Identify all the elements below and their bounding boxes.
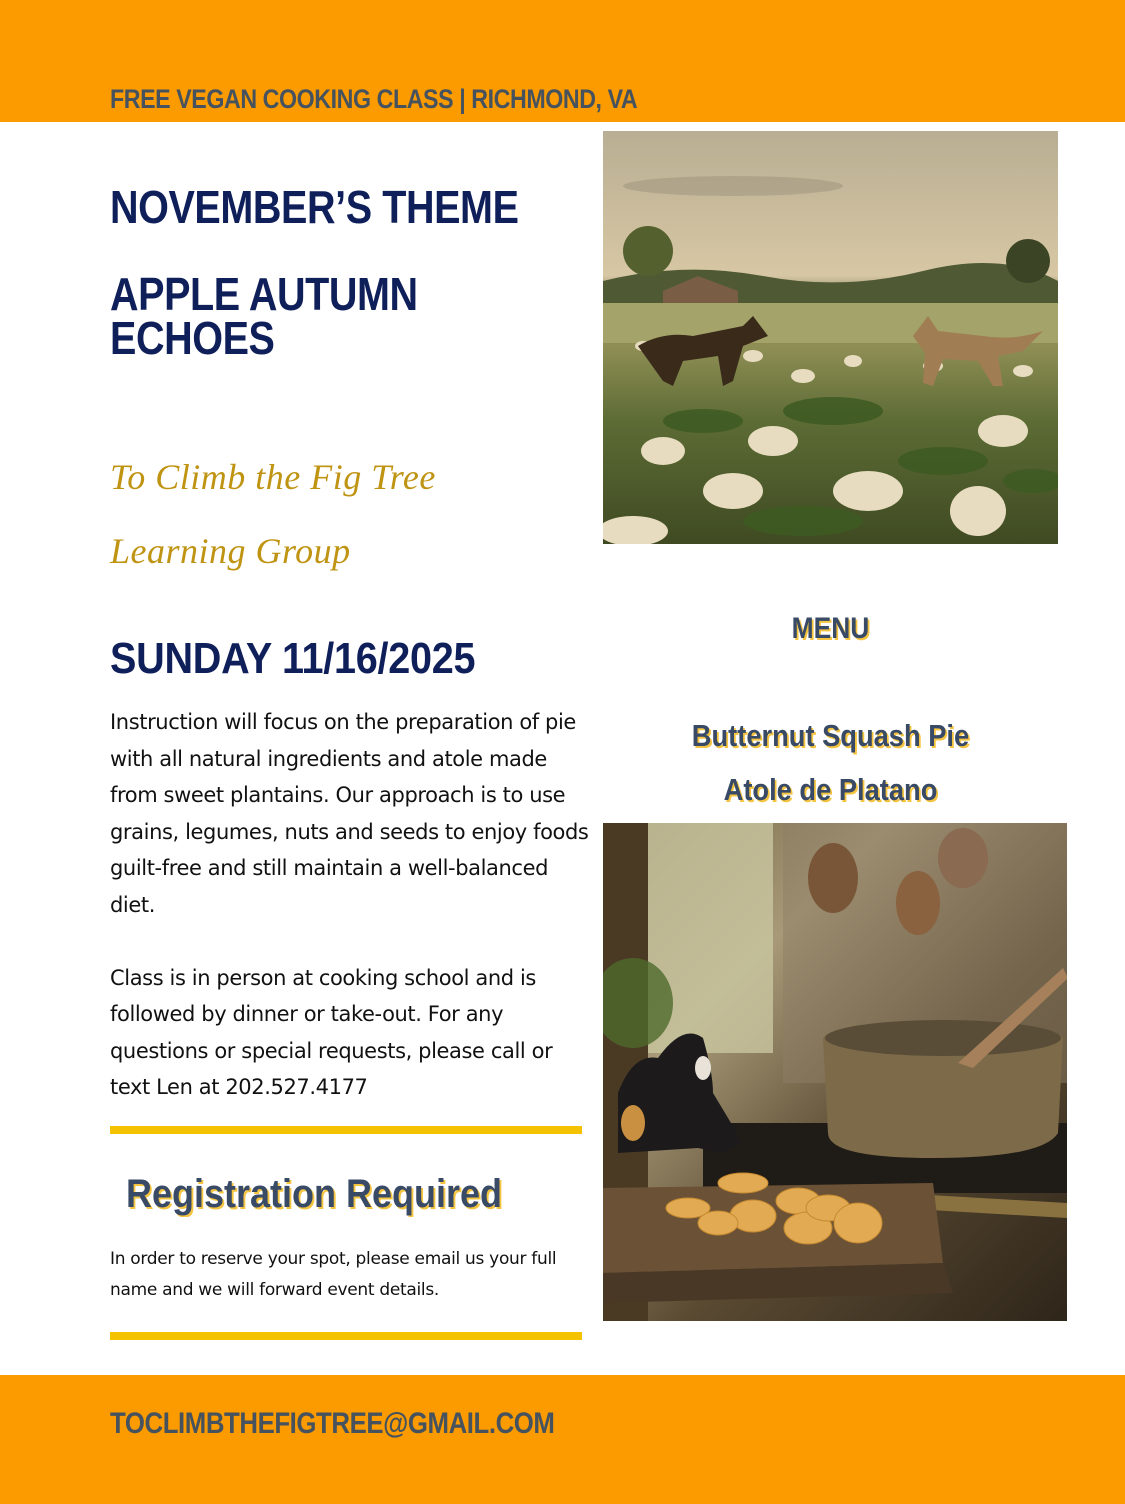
divider-top [110,1126,582,1134]
theme-title [110,268,418,364]
kitchen-photo-illustration [603,823,1067,1321]
divider-bottom [110,1332,582,1340]
menu-item: Butternut Squash Pie [691,718,970,753]
organizer-name [110,440,436,588]
registration-title: Registration Required [126,1172,503,1216]
footer-band [0,1375,1125,1504]
header-band [0,0,1125,122]
event-tagline: FREE VEGAN COOKING CLASS | RICHMOND, VA [110,84,638,114]
menu-item: Atole de Platano [723,772,938,807]
kitchen-kitten-photo [603,823,1067,1321]
registration-text: In order to reserve your spot, please email us your full name and we will forward event details. [110,1249,557,1300]
field-photo-illustration [603,131,1058,544]
event-date: SUNDAY 11/16/2025 [110,634,476,683]
field-dogs-photo [603,131,1058,544]
description-paragraph-1: Instruction will focus on the preparation of pie with all natural ingredients and atole made from sweet plantains. Our approach is to use grains, legumes, nuts and seeds to enjoy foods guilt-free and still maintain a well-balanced diet. [110,710,589,917]
theme-title-line1: APPLE AUTUMN [110,268,418,320]
menu-heading: MENU [791,612,870,645]
theme-title-line2: ECHOES [110,312,275,364]
description-paragraph-2: Class is in person at cooking school and is followed by dinner or take-out. For any questions or special requests, please call or text Len at 202.527.4177 [110,965,553,1099]
event-description [110,704,590,1106]
contact-email[interactable]: TOCLIMBTHEFIGTREE@GMAIL.COM [110,1407,555,1440]
organizer-line1: To Climb the Fig Tree [110,457,436,497]
organizer-line2: Learning Group [110,531,351,571]
theme-label: NOVEMBER’S THEME [110,181,519,233]
